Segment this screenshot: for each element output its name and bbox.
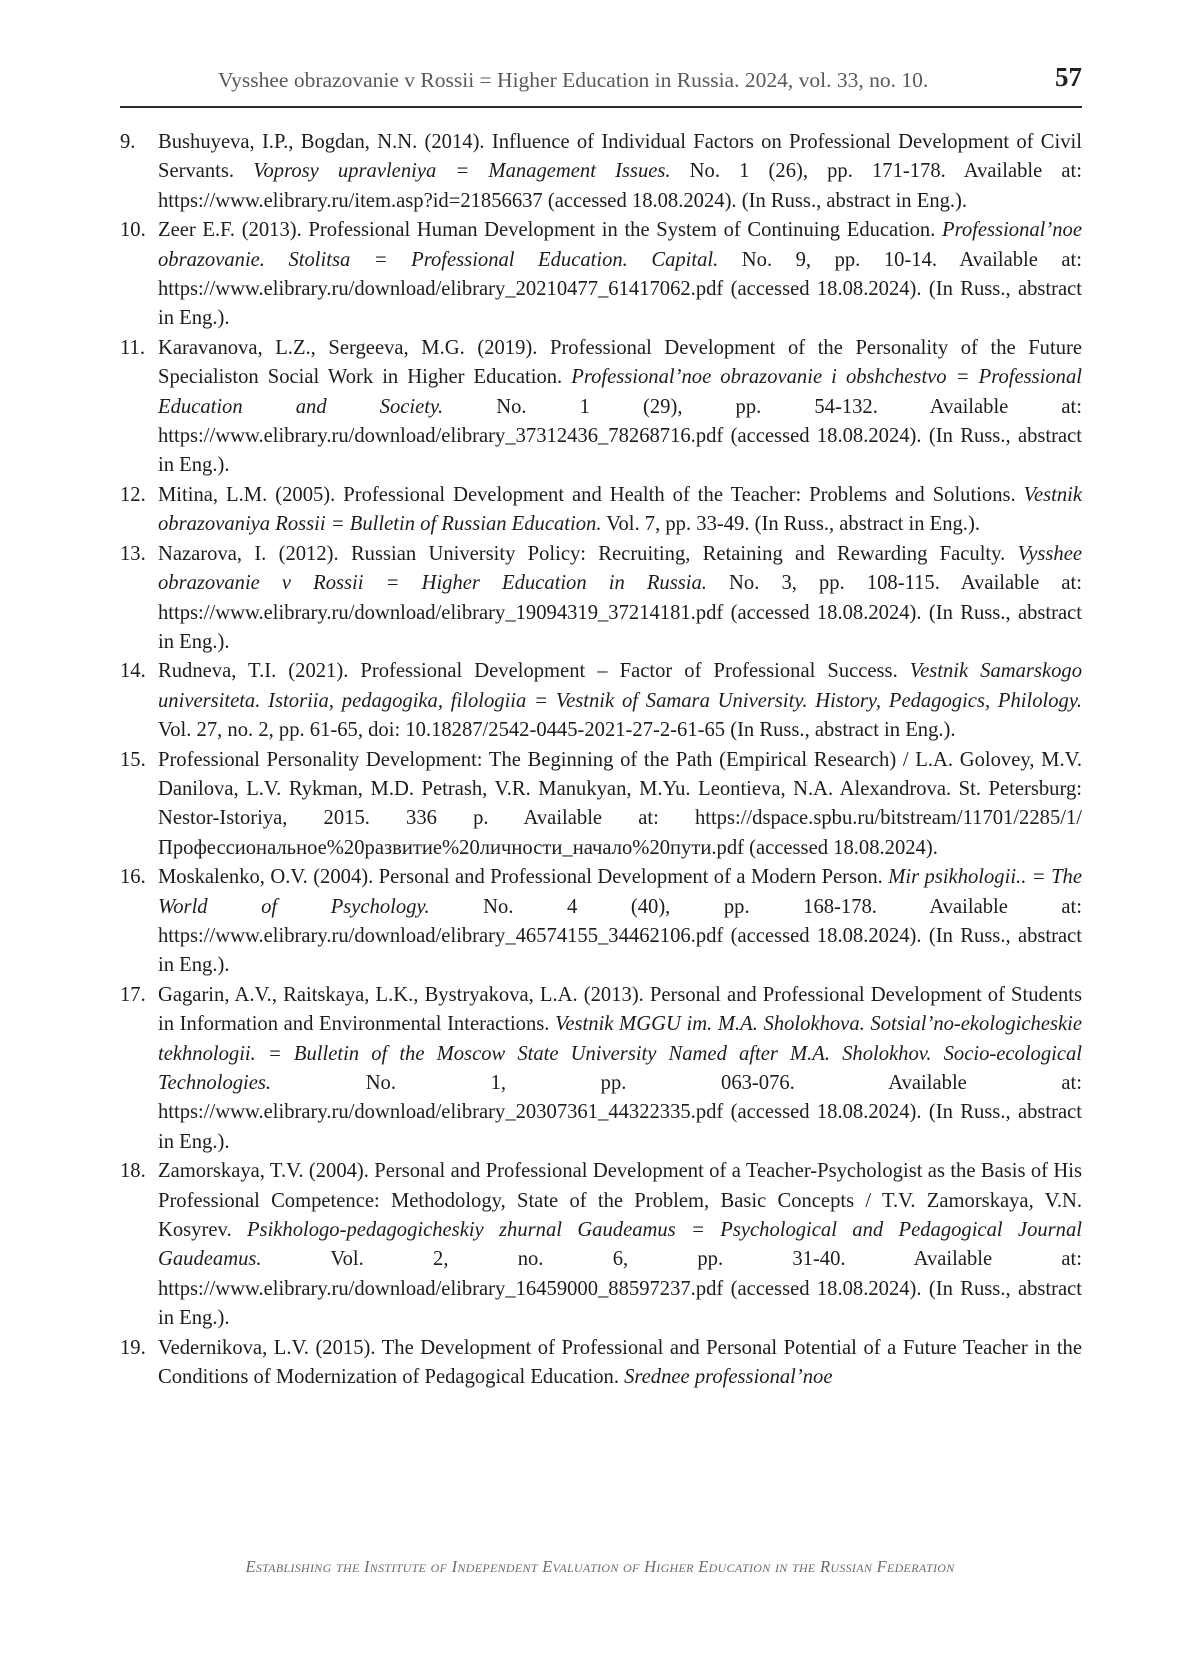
reference-number: 10. — [120, 219, 146, 242]
reference-tail: Vol. 2, no. 6, pp. 31-40. Available at: https://www.elibrary.ru/download/elibrary_16459000_88597237.pdf (accessed 18.08.2024). (In Russ., abstract in Eng.). — [158, 1248, 1082, 1330]
reference-item — [120, 540, 1082, 658]
reference-tail: No. 1, pp. 063-076. Available at: https://www.elibrary.ru/download/elibrary_20307361_44322335.pdf (accessed 18.08.2024). (In Russ., abstract in Eng.). — [158, 1072, 1082, 1153]
reference-item — [120, 128, 1082, 216]
reference-journal: Vysshee obrazovanie v Rossii = Higher Education in Russia. — [158, 542, 1082, 595]
reference-tail: No. 1 (26), pp. 171-178. Available at: https://www.elibrary.ru/item.asp?id=21856637 (accessed 18.08.2024). (In Russ., abstract in Eng.). — [158, 160, 1083, 212]
reference-number: 14. — [120, 660, 146, 683]
reference-item — [120, 334, 1082, 481]
reference-journal: Vestnik Samarskogo universiteta. Istoriia, pedagogika, filologiia = Vestnik of Samara University. History, Pedagogics, Philology. — [158, 660, 1082, 712]
reference-number: 16. — [120, 866, 146, 889]
running-title: Vysshee obrazovanie v Rossii = Higher Education in Russia. 2024, vol. 33, no. 10. — [218, 68, 929, 92]
reference-text: Zamorskaya, T.V. (2004). Personal and Professional Development of a Teacher-Psychologist as the Basis of His Professional Competence: Methodology, State of the Problem, Basic Concepts / T.V. Zamorskaya, V.N. Kosyrev. — [158, 1160, 1082, 1242]
reference-tail: No. 1 (29), pp. 54-132. Available at: https://www.elibrary.ru/download/elibrary_37312436_78268716.pdf (accessed 18.08.2024). (In Russ., abstract in Eng.). — [158, 395, 1082, 477]
reference-text: Vedernikova, L.V. (2015). The Development of Professional and Personal Potential of a Future Teacher in the Conditions of Modernization of Pedagogical Education. — [158, 1336, 1082, 1389]
reference-journal: Mir psikhologii.. = The World of Psychology. — [158, 866, 1082, 918]
reference-journal: Professional’noe obrazovanie. Stolitsa = Professional Education. Capital. — [158, 219, 1082, 271]
reference-text: Mitina, L.M. (2005). Professional Development and Health of the Teacher: Problems and Solutions. — [158, 483, 1024, 506]
reference-item — [120, 481, 1082, 540]
reference-journal: Psikhologo-pedagogicheskiy zhurnal Gaudeamus = Psychological and Pedagogical Journal Gaudeamus. — [158, 1219, 1082, 1271]
running-footer: Establishing the Institute of Independent Evaluation of Higher Education in the Russian Federation — [245, 1557, 955, 1576]
reference-journal: Professional’noe obrazovanie i obshchestvo = Professional Education and Society. — [158, 366, 1082, 418]
reference-text: Rudneva, T.I. (2021). Professional Development – Factor of Professional Success. — [158, 660, 910, 683]
reference-text: Moskalenko, O.V. (2004). Personal and Professional Development of a Modern Person. — [158, 866, 889, 889]
reference-number: 19. — [120, 1336, 146, 1359]
reference-tail: No. 9, pp. 10-14. Available at: https://www.elibrary.ru/download/elibrary_20210477_61417062.pdf (accessed 18.08.2024). (In Russ., abstract in Eng.). — [158, 248, 1082, 330]
reference-number: 17. — [120, 983, 146, 1006]
reference-list — [120, 128, 1082, 1392]
reference-number: 9. — [120, 131, 136, 153]
reference-tail: Vol. 27, no. 2, pp. 61-65, doi: 10.18287/2542-0445-2021-27-2-61-65 (In Russ., abstract in Eng.). — [158, 719, 956, 742]
reference-number: 15. — [120, 748, 146, 771]
reference-number: 18. — [120, 1160, 146, 1183]
reference-journal: Vestnik obrazovaniya Rossii = Bulletin of Russian Education. — [158, 483, 1082, 536]
reference-text: Gagarin, A.V., Raitskaya, L.K., Bystryakova, L.A. (2013). Personal and Professional Development of Students in Information and Environmental Interactions. — [158, 983, 1082, 1036]
page-number: 57 — [1055, 62, 1082, 92]
reference-journal: Voprosy upravleniya = Management Issues. — [253, 160, 671, 183]
reference-number: 11. — [120, 336, 145, 359]
reference-journal: Vestnik MGGU im. M.A. Sholokhova. Sotsial’no-ekologicheskie tekhnologii. = Bulletin of the Moscow State University Named after M.A. Sholokhov. Socio-ecological Technologies. — [158, 1013, 1082, 1094]
reference-item — [120, 1157, 1082, 1333]
reference-text: Nazarova, I. (2012). Russian University Policy: Recruiting, Retaining and Rewarding Faculty. — [158, 542, 1018, 565]
reference-item — [120, 1334, 1082, 1393]
running-header — [120, 58, 1082, 108]
reference-number: 12. — [120, 483, 146, 506]
reference-item — [120, 863, 1082, 981]
reference-text: Professional Personality Development: The Beginning of the Path (Empirical Research) / L.A. Golovey, M.V. Danilova, L.V. Rykman, M.D. Petrash, V.R. Manukyan, M.Yu. Leontieva, N.A. Alexandrova. St. Petersburg: Nestor-Istoriya, 2015. 336 p. Available at: https://dspace.spbu.ru/bitstream/11701/2285/1/Профессиональное%20развитие%20личности_начало%20пути.pdf (accessed 18.08.2024). — [158, 748, 1082, 859]
reference-tail: Vol. 7, pp. 33-49. (In Russ., abstract in Eng.). — [601, 513, 980, 536]
reference-tail: No. 4 (40), pp. 168-178. Available at: https://www.elibrary.ru/download/elibrary_46574155_34462106.pdf (accessed 18.08.2024). (In Russ., abstract in Eng.). — [158, 895, 1082, 977]
reference-journal: Srednee professional’noe — [624, 1366, 833, 1389]
reference-text: Bushuyeva, I.P., Bogdan, N.N. (2014). Influence of Individual Factors on Professional Development of Civil Servants. — [158, 131, 1082, 183]
reference-item — [120, 216, 1082, 334]
reference-item — [120, 657, 1082, 745]
reference-text: Zeer E.F. (2013). Professional Human Development in the System of Continuing Education. — [158, 219, 943, 242]
reference-text: Karavanova, L.Z., Sergeeva, M.G. (2019). Professional Development of the Personality of the Future Specialiston Social Work in Higher Education. — [158, 336, 1082, 389]
reference-item — [120, 746, 1082, 864]
reference-item — [120, 981, 1082, 1157]
reference-tail: No. 3, pp. 108-115. Available at: https://www.elibrary.ru/download/elibrary_19094319_37214181.pdf (accessed 18.08.2024). (In Russ., abstract in Eng.). — [158, 572, 1082, 653]
reference-number: 13. — [120, 542, 146, 565]
